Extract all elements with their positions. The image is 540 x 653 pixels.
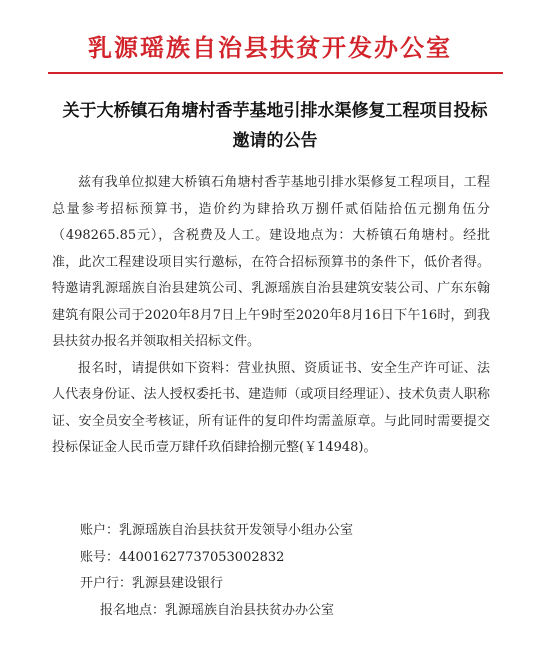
account-name-row bbox=[80, 518, 500, 545]
document-header: 乳源瑶族自治县扶贫开发办公室 bbox=[88, 34, 452, 62]
header-rule bbox=[48, 72, 503, 74]
document-body bbox=[52, 170, 490, 462]
address-label: 报名地点： bbox=[100, 602, 166, 618]
body-paragraph-2: 报名时，请提供如下资料：营业执照、资质证书、安全生产许可证、法人代表身份证、法人授权委托书、建造师（或项目经理证）、技术负责人职称证、安全员安全考核证，所有证件的复印件均需盖原章。与此同时需要提交投标保证金人民币壹万肆仟玖佰肆拾捌元整(￥14948)。 bbox=[52, 360, 490, 455]
account-name-value: 乳源瑶族自治县扶贫开发领导小组办公室 bbox=[119, 523, 354, 538]
bank-label: 开户行： bbox=[80, 576, 133, 591]
bank-value: 乳源县建设银行 bbox=[132, 576, 224, 591]
account-no-label: 账号： bbox=[80, 549, 120, 565]
document-title: 关于大桥镇石角塘村香芋基地引排水渠修复工程项目投标邀请的公告 bbox=[62, 101, 488, 151]
account-no-row bbox=[80, 545, 500, 572]
address-value: 乳源瑶族自治县扶贫办办公室 bbox=[165, 602, 335, 618]
account-no-value: 44001627737053002832 bbox=[119, 549, 285, 565]
account-name-label: 账户： bbox=[80, 523, 120, 538]
body-paragraph-1: 兹有我单位拟建大桥镇石角塘村香芋基地引排水渠修复工程项目，工程总量参考招标预算书，造价约为肆拾玖万捌仟贰佰陆拾伍元捌角伍分（498265.85元），含税费及人工。建设地点为：大桥镇石角塘村。经批准，此次工程建设项目实行邀标，在符合招标预算书的条件下，低价者得。特邀请乳源瑶族自治县建筑公司、乳源瑶族自治县建筑安装公司、广东东翰建筑有限公司于2020年8月7日上午9时至2020年8月16日下午16时，到我县扶贫办报名并领取相关招标文件。 bbox=[52, 175, 490, 349]
address-row bbox=[80, 598, 500, 625]
payment-info bbox=[80, 518, 500, 624]
bank-row bbox=[80, 571, 500, 598]
